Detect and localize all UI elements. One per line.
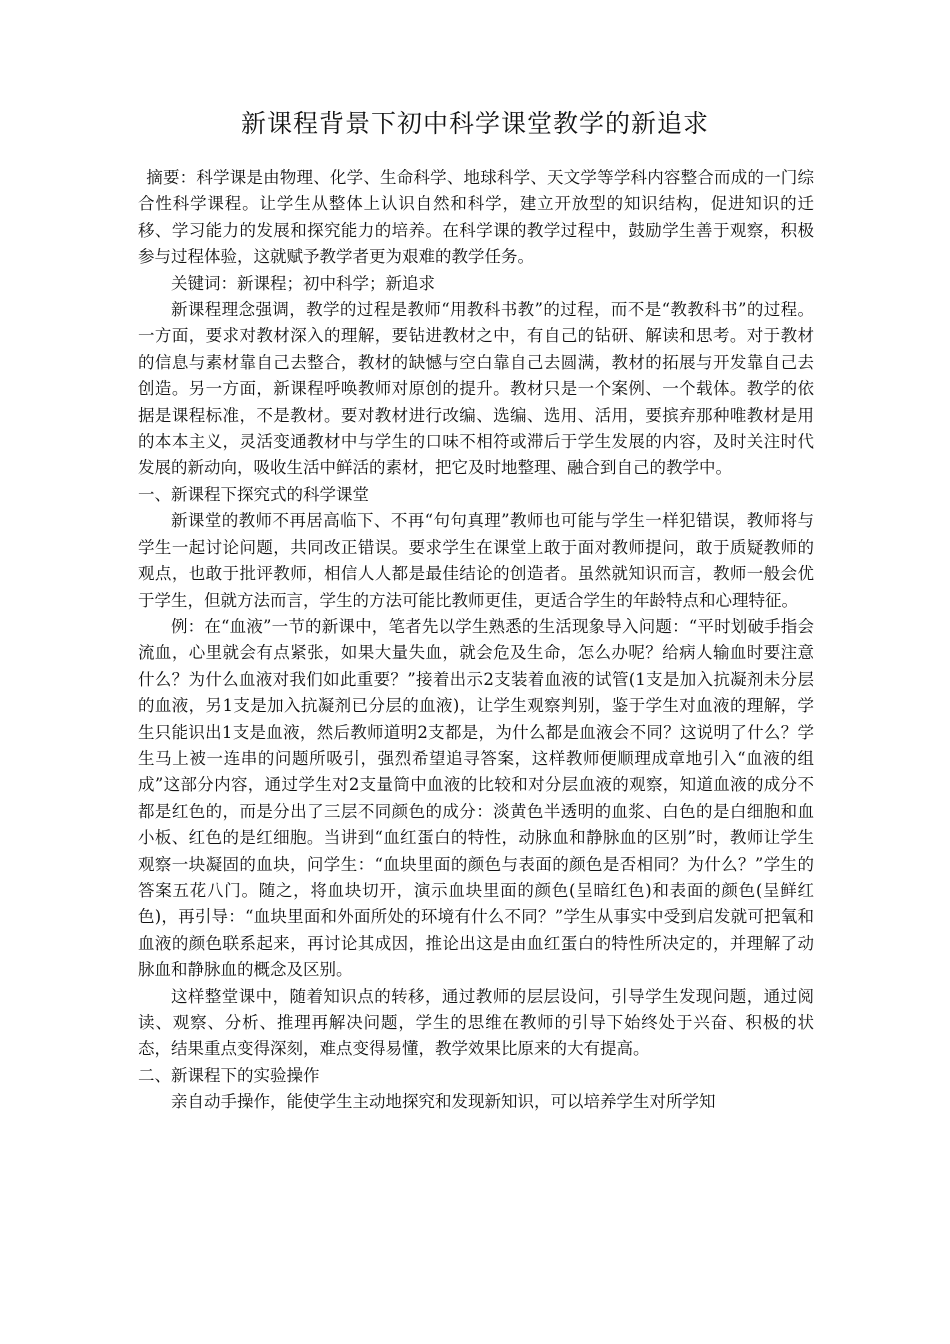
keywords-line: 关键词：新课程；初中科学；新追求 — [171, 273, 435, 293]
intro-paragraph: 新课程理念强调，教学的过程是教师“用教科书教”的过程，而不是“教教科书”的过程。一方面，要求对教材深入的理解，要钻进教材之中，有自己的钻研、解读和思考。对于教材的信息与素材靠自己去整合，教材的缺憾与空白靠自己去圆满，教材的拓展与开发靠自己去创造。另一方面，新课程呼唤教师对原创的提升。教材只是一个案例、一个载体。教学的依据是课程标准，不是教材。要对教材进行改编、选编、选用、活用，要摈弃那种唯教材是用的本本主义，灵活变通教材中与学生的口味不相符或滞后于学生发展的内容，及时关注时代发展的新动向，吸收生活中鲜活的素材，把它及时地整理、融合到自己的教学中。 — [138, 300, 814, 478]
document-body — [138, 165, 814, 1116]
section-heading-1: 一、新课程下探究式的科学课堂 — [138, 484, 369, 504]
section1-paragraph-1: 新课堂的教师不再居高临下、不再“句句真理”教师也可能与学生一样犯错误，教师将与学生一起讨论问题，共同改正错误。要求学生在课堂上敢于面对教师提问，敢于质疑教师的观点，也敢于批评教师，相信人人都是最佳结论的创造者。虽然就知识而言，教师一般会优于学生，但就方法而言，学生的方法可能比教师更佳，更适合学生的年龄特点和心理特征。 — [138, 511, 814, 610]
section1-paragraph-3: 这样整堂课中，随着知识点的转移，通过教师的层层设问，引导学生发现问题，通过阅读、观察、分析、推理再解决问题，学生的思维在教师的引导下始终处于兴奋、积极的状态，结果重点变得深刻，难点变得易懂，教学效果比原来的大有提高。 — [138, 986, 814, 1059]
document-title: 新课程背景下初中科学课堂教学的新追求 — [240, 109, 709, 138]
abstract-paragraph: 摘要：科学课是由物理、化学、生命科学、地球科学、天文学等学科内容整合而成的一门综合性科学课程。让学生从整体上认识自然和科学，建立开放型的知识结构，促进知识的迁移、学习能力的发展和探究能力的培养。在科学课的教学过程中，鼓励学生善于观察，积极参与过程体验，这就赋予教学者更为艰难的教学任务。 — [138, 168, 814, 267]
section1-paragraph-2: 例：在“血液”一节的新课中，笔者先以学生熟悉的生活现象导入问题：“平时划破手指会流血，心里就会有点紧张，如果大量失血，就会危及生命，怎么办呢？给病人输血时要注意什么？为什么血液对我们如此重要？”接着出示2支装着血液的试管(1支是加入抗凝剂未分层的血液，另1支是加入抗凝剂已分层的血液)，让学生观察判别，鉴于学生对血液的理解，学生只能识出1支是血液，然后教师道明2支都是，为什么都是血液会不同？这说明了什么？学生马上被一连串的问题所吸引，强烈希望追寻答案，这样教师便顺理成章地引入“血液的组成”这部分内容，通过学生对2支量筒中血液的比较和对分层血液的观察，知道血液的成分不都是红色的，而是分出了三层不同颜色的成分：淡黄色半透明的血浆、白色的是白细胞和血小板、红色的是红细胞。当讲到“血红蛋白的特性，动脉血和静脉血的区别”时，教师让学生观察一块凝固的血块，问学生：“血块里面的颜色与表面的颜色是否相同？为什么？”学生的答案五花八门。随之，将血块切开，演示血块里面的颜色(呈暗红色)和表面的颜色(呈鲜红色)，再引导：“血块里面和外面所处的环境有什么不同？”学生从事实中受到启发就可把氧和血液的颜色联系起来，再讨论其成因，推论出这是由血红蛋白的特性所决定的，并理解了动脉血和静脉血的概念及区别。 — [138, 616, 814, 980]
section2-paragraph-1: 亲自动手操作，能使学生主动地探究和发现新知识，可以培养学生对所学知 — [171, 1092, 716, 1112]
section-heading-2: 二、新课程下的实验操作 — [138, 1065, 320, 1085]
